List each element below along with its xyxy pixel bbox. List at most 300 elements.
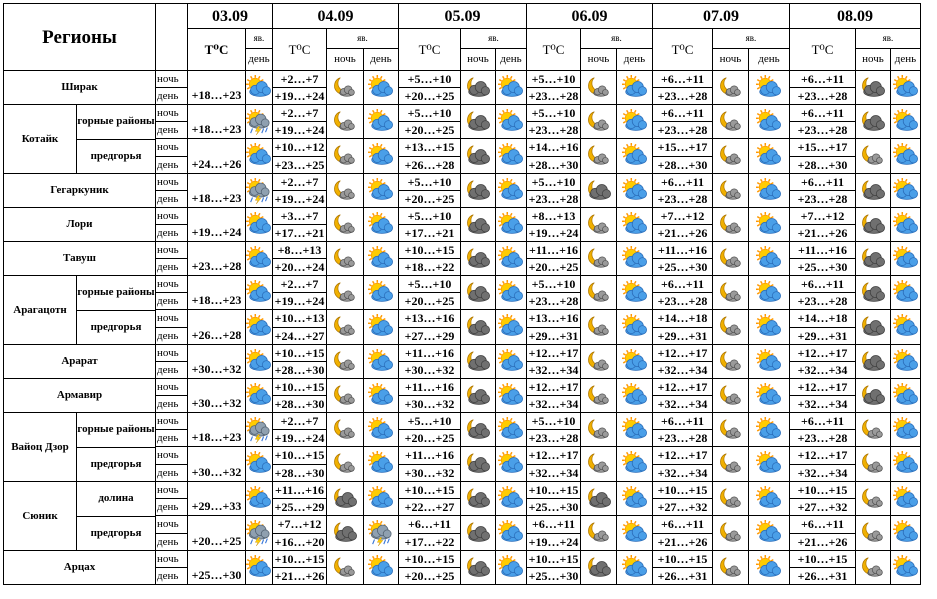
moon-dark-cloud-icon bbox=[461, 139, 496, 174]
night-subheader: ночь bbox=[856, 49, 891, 71]
sun-behind-cloud-icon bbox=[364, 139, 399, 174]
sun-behind-cloud-icon bbox=[891, 516, 921, 551]
moon-cloud-icon bbox=[713, 71, 749, 105]
sun-behind-cloud-icon bbox=[749, 413, 790, 447]
temperature-range: +23…+28 bbox=[653, 191, 713, 208]
moon-cloud-icon bbox=[327, 379, 364, 413]
sun-behind-cloud-icon bbox=[246, 276, 273, 310]
night-label: ночь bbox=[156, 482, 188, 499]
moon-cloud-icon bbox=[713, 276, 749, 310]
temperature-range: +6…+11 bbox=[653, 105, 713, 122]
table-header bbox=[4, 4, 921, 71]
sun-behind-cloud-icon bbox=[496, 174, 527, 208]
temperature-range: +12…+17 bbox=[527, 447, 581, 465]
sun-behind-cloud-icon bbox=[496, 516, 527, 551]
sun-behind-cloud-icon bbox=[891, 139, 921, 174]
temperature-range: +27…+32 bbox=[790, 499, 856, 516]
night-label: ночь bbox=[156, 447, 188, 465]
temperature-range: +13…+15 bbox=[399, 139, 461, 157]
sun-behind-cloud-icon bbox=[246, 139, 273, 174]
sun-behind-cloud-icon bbox=[246, 208, 273, 242]
temperature-range: +29…+31 bbox=[527, 328, 581, 345]
sun-behind-cloud-icon bbox=[496, 345, 527, 379]
temperature-range: +6…+11 bbox=[790, 516, 856, 534]
temperature-range: +20…+25 bbox=[527, 259, 581, 276]
temperature-range: +2…+7 bbox=[273, 71, 327, 88]
sun-behind-cloud-icon bbox=[496, 310, 527, 345]
date-header: 03.09 bbox=[188, 4, 273, 29]
sun-behind-cloud-icon bbox=[749, 71, 790, 105]
temperature-range: +21…+26 bbox=[790, 534, 856, 551]
table-row bbox=[4, 482, 921, 499]
temperature-range: +12…+17 bbox=[653, 345, 713, 362]
moon-cloud-icon bbox=[581, 379, 617, 413]
sun-behind-cloud-icon bbox=[891, 242, 921, 276]
temperature-range: +23…+28 bbox=[790, 293, 856, 310]
sun-behind-cloud-icon bbox=[496, 551, 527, 585]
night-label: ночь bbox=[156, 174, 188, 191]
temperature-range: +23…+28 bbox=[653, 293, 713, 310]
region-name: Котайк bbox=[4, 105, 77, 173]
moon-cloud-icon bbox=[327, 413, 364, 447]
phenomena-header: яв. bbox=[327, 29, 399, 49]
temperature-range: +11…+16 bbox=[653, 242, 713, 259]
temperature-range: +5…+10 bbox=[399, 208, 461, 225]
moon-cloud-icon bbox=[327, 174, 364, 208]
temperature-range: +2…+7 bbox=[273, 276, 327, 293]
moon-dark-cloud-icon bbox=[461, 105, 496, 139]
region-name: Гегаркуник bbox=[4, 174, 156, 208]
temperature-range: +10…+15 bbox=[527, 551, 581, 568]
table-row bbox=[4, 242, 921, 259]
temperature-range: +5…+10 bbox=[399, 276, 461, 293]
sun-behind-cloud-icon bbox=[749, 276, 790, 310]
temperature-range: +18…+23 bbox=[188, 174, 246, 208]
temp-header: T⁰C bbox=[188, 29, 246, 71]
sun-behind-cloud-icon bbox=[496, 105, 527, 139]
sun-behind-cloud-icon bbox=[617, 105, 653, 139]
sun-behind-cloud-icon bbox=[617, 551, 653, 585]
table-body bbox=[4, 71, 921, 585]
temperature-range: +25…+29 bbox=[273, 499, 327, 516]
temperature-range: +22…+27 bbox=[399, 499, 461, 516]
night-label: ночь bbox=[156, 139, 188, 157]
temperature-range: +30…+32 bbox=[188, 447, 246, 482]
temperature-range: +21…+26 bbox=[790, 225, 856, 242]
moon-cloud-icon bbox=[581, 276, 617, 310]
moon-cloud-icon bbox=[581, 105, 617, 139]
sun-behind-cloud-icon bbox=[749, 174, 790, 208]
temperature-range: +2…+7 bbox=[273, 413, 327, 430]
night-label: ночь bbox=[156, 276, 188, 293]
temperature-range: +25…+30 bbox=[188, 551, 246, 585]
temperature-range: +10…+15 bbox=[273, 345, 327, 362]
moon-cloud-icon bbox=[327, 208, 364, 242]
sun-behind-cloud-icon bbox=[891, 105, 921, 139]
region-name bbox=[4, 105, 156, 174]
temperature-range: +15…+17 bbox=[790, 139, 856, 157]
temperature-range: +6…+11 bbox=[653, 516, 713, 534]
temperature-range: +10…+15 bbox=[790, 482, 856, 499]
sun-behind-cloud-icon bbox=[891, 310, 921, 345]
sun-behind-cloud-icon bbox=[749, 447, 790, 482]
day-label: день bbox=[156, 225, 188, 242]
temperature-range: +18…+22 bbox=[399, 259, 461, 276]
temperature-range: +29…+31 bbox=[653, 328, 713, 345]
temperature-range: +7…+12 bbox=[790, 208, 856, 225]
moon-cloud-icon bbox=[327, 71, 364, 105]
temperature-range: +12…+17 bbox=[790, 447, 856, 465]
temperature-range: +10…+15 bbox=[527, 482, 581, 499]
moon-cloud-icon bbox=[713, 413, 749, 447]
sun-behind-cloud-icon bbox=[749, 551, 790, 585]
moon-dark-cloud-icon bbox=[461, 71, 496, 105]
day-subheader: день bbox=[364, 49, 399, 71]
moon-cloud-icon bbox=[713, 447, 749, 482]
table-row bbox=[4, 208, 921, 225]
temperature-range: +23…+28 bbox=[527, 191, 581, 208]
day-label: день bbox=[156, 88, 188, 105]
temperature-range: +13…+16 bbox=[399, 310, 461, 328]
temperature-range: +5…+10 bbox=[399, 174, 461, 191]
day-label: день bbox=[156, 362, 188, 379]
night-subheader: ночь bbox=[461, 49, 496, 71]
day-label: день bbox=[156, 568, 188, 585]
sun-behind-cloud-icon bbox=[617, 310, 653, 345]
moon-cloud-icon bbox=[856, 551, 891, 585]
temperature-range: +2…+7 bbox=[273, 105, 327, 122]
temperature-range: +11…+16 bbox=[399, 447, 461, 465]
temperature-range: +10…+15 bbox=[790, 551, 856, 568]
subregion-name: долина bbox=[98, 492, 134, 505]
temp-header: T⁰C bbox=[653, 29, 713, 71]
moon-cloud-icon bbox=[581, 345, 617, 379]
temperature-range: +25…+30 bbox=[790, 259, 856, 276]
sun-behind-cloud-icon bbox=[617, 413, 653, 447]
phenomena-header: яв. bbox=[461, 29, 527, 49]
temperature-range: +14…+18 bbox=[653, 310, 713, 328]
moon-cloud-icon bbox=[713, 551, 749, 585]
subregion-name: горные районы bbox=[77, 115, 155, 128]
temperature-range: +17…+21 bbox=[399, 225, 461, 242]
sun-behind-cloud-icon bbox=[891, 71, 921, 105]
date-header: 08.09 bbox=[790, 4, 921, 29]
moon-dark-cloud-icon bbox=[856, 345, 891, 379]
temperature-range: +23…+28 bbox=[527, 293, 581, 310]
moon-cloud-icon bbox=[856, 413, 891, 447]
moon-cloud-icon bbox=[581, 139, 617, 174]
day-label: день bbox=[156, 328, 188, 345]
sun-behind-cloud-icon bbox=[617, 516, 653, 551]
temperature-range: +12…+17 bbox=[653, 379, 713, 396]
sun-behind-cloud-icon bbox=[749, 310, 790, 345]
temperature-range: +32…+34 bbox=[527, 362, 581, 379]
temp-header: T⁰C bbox=[399, 29, 461, 71]
weather-forecast-table bbox=[3, 3, 921, 585]
subregion-name: горные районы bbox=[77, 423, 155, 436]
moon-cloud-icon bbox=[713, 482, 749, 516]
temperature-range: +10…+15 bbox=[399, 242, 461, 259]
moon-cloud-icon bbox=[581, 208, 617, 242]
moon-cloud-icon bbox=[581, 447, 617, 482]
moon-dark-cloud-icon bbox=[461, 413, 496, 447]
day-label: день bbox=[156, 396, 188, 413]
sun-behind-cloud-icon bbox=[364, 242, 399, 276]
moon-cloud-icon bbox=[581, 516, 617, 551]
sun-behind-cloud-icon bbox=[617, 447, 653, 482]
moon-cloud-icon bbox=[713, 105, 749, 139]
temp-header: T⁰C bbox=[527, 29, 581, 71]
temperature-range: +12…+17 bbox=[527, 345, 581, 362]
temperature-range: +10…+12 bbox=[273, 139, 327, 157]
temperature-range: +7…+12 bbox=[653, 208, 713, 225]
temp-header: T⁰C bbox=[273, 29, 327, 71]
temperature-range: +8…+13 bbox=[527, 208, 581, 225]
temperature-range: +32…+34 bbox=[790, 396, 856, 413]
sun-behind-cloud-icon bbox=[891, 345, 921, 379]
sun-behind-cloud-icon bbox=[617, 139, 653, 174]
sun-behind-cloud-icon bbox=[246, 482, 273, 516]
moon-cloud-icon bbox=[581, 310, 617, 345]
temperature-range: +25…+30 bbox=[527, 568, 581, 585]
temperature-range: +29…+31 bbox=[790, 328, 856, 345]
sun-thunderstorm-rain-icon bbox=[246, 413, 273, 447]
sun-behind-cloud-icon bbox=[891, 174, 921, 208]
sun-behind-cloud-icon bbox=[364, 379, 399, 413]
night-subheader: ночь bbox=[581, 49, 617, 71]
sun-behind-cloud-icon bbox=[891, 447, 921, 482]
temperature-range: +10…+15 bbox=[399, 551, 461, 568]
temperature-range: +21…+26 bbox=[653, 534, 713, 551]
moon-cloud-icon bbox=[713, 208, 749, 242]
temperature-range: +28…+30 bbox=[790, 157, 856, 174]
temperature-range: +6…+11 bbox=[790, 71, 856, 88]
temperature-range: +17…+21 bbox=[273, 225, 327, 242]
moon-cloud-icon bbox=[327, 105, 364, 139]
region-name: Тавуш bbox=[4, 242, 156, 276]
moon-cloud-icon bbox=[581, 71, 617, 105]
temperature-range: +5…+10 bbox=[527, 71, 581, 88]
moon-cloud-icon bbox=[856, 516, 891, 551]
temperature-range: +23…+28 bbox=[653, 88, 713, 105]
sun-thunderstorm-rain-icon bbox=[364, 516, 399, 551]
temperature-range: +32…+34 bbox=[790, 465, 856, 482]
moon-dark-cloud-icon bbox=[856, 242, 891, 276]
moon-dark-cloud-icon bbox=[461, 379, 496, 413]
temperature-range: +23…+28 bbox=[790, 88, 856, 105]
moon-dark-cloud-icon bbox=[327, 482, 364, 516]
night-label: ночь bbox=[156, 71, 188, 88]
region-name: Лори bbox=[4, 208, 156, 242]
moon-dark-cloud-icon bbox=[581, 551, 617, 585]
temperature-range: +10…+15 bbox=[273, 551, 327, 568]
region-name: Арагацотн bbox=[4, 276, 77, 344]
moon-cloud-icon bbox=[327, 139, 364, 174]
temperature-range: +20…+25 bbox=[399, 122, 461, 139]
temperature-range: +19…+24 bbox=[273, 191, 327, 208]
sun-behind-cloud-icon bbox=[617, 242, 653, 276]
day-label: день bbox=[156, 157, 188, 174]
temperature-range: +28…+30 bbox=[273, 465, 327, 482]
temperature-range: +18…+23 bbox=[188, 71, 246, 105]
sun-behind-cloud-icon bbox=[496, 139, 527, 174]
temperature-range: +21…+26 bbox=[273, 568, 327, 585]
sun-behind-cloud-icon bbox=[617, 379, 653, 413]
sun-behind-cloud-icon bbox=[364, 310, 399, 345]
sun-behind-cloud-icon bbox=[246, 71, 273, 105]
moon-dark-cloud-icon bbox=[856, 71, 891, 105]
temperature-range: +25…+30 bbox=[527, 499, 581, 516]
temperature-range: +5…+10 bbox=[399, 71, 461, 88]
temperature-range: +24…+26 bbox=[188, 139, 246, 174]
moon-dark-cloud-icon bbox=[856, 174, 891, 208]
night-label: ночь bbox=[156, 310, 188, 328]
moon-cloud-icon bbox=[856, 482, 891, 516]
temperature-range: +32…+34 bbox=[790, 362, 856, 379]
temperature-range: +19…+24 bbox=[527, 534, 581, 551]
temperature-range: +10…+13 bbox=[273, 310, 327, 328]
table-row bbox=[4, 174, 921, 191]
sun-behind-cloud-icon bbox=[749, 516, 790, 551]
temperature-range: +12…+17 bbox=[790, 345, 856, 362]
temperature-range: +23…+28 bbox=[527, 88, 581, 105]
day-subheader: день bbox=[496, 49, 527, 71]
temperature-range: +20…+25 bbox=[399, 191, 461, 208]
temperature-range: +32…+34 bbox=[527, 465, 581, 482]
sun-behind-cloud-icon bbox=[617, 71, 653, 105]
temperature-range: +20…+24 bbox=[273, 259, 327, 276]
temperature-range: +28…+30 bbox=[273, 396, 327, 413]
sun-behind-cloud-icon bbox=[246, 447, 273, 482]
moon-cloud-icon bbox=[713, 310, 749, 345]
day-label: день bbox=[156, 191, 188, 208]
day-label: день bbox=[156, 534, 188, 551]
temperature-range: +23…+28 bbox=[188, 242, 246, 276]
temperature-range: +30…+32 bbox=[188, 379, 246, 413]
temperature-range: +32…+34 bbox=[653, 465, 713, 482]
temperature-range: +26…+28 bbox=[399, 157, 461, 174]
region-name bbox=[4, 482, 156, 551]
temperature-range: +12…+17 bbox=[790, 379, 856, 396]
temperature-range: +17…+22 bbox=[399, 534, 461, 551]
temperature-range: +16…+20 bbox=[273, 534, 327, 551]
day-label: день bbox=[156, 430, 188, 447]
temp-header: T⁰C bbox=[790, 29, 856, 71]
region-name: Сюник bbox=[4, 482, 77, 550]
temperature-range: +6…+11 bbox=[790, 413, 856, 430]
temperature-range: +5…+10 bbox=[527, 174, 581, 191]
night-subheader: ночь bbox=[713, 49, 749, 71]
moon-cloud-icon bbox=[713, 345, 749, 379]
moon-cloud-icon bbox=[327, 551, 364, 585]
night-label: ночь bbox=[156, 208, 188, 225]
sun-behind-cloud-icon bbox=[246, 242, 273, 276]
date-header: 06.09 bbox=[527, 4, 653, 29]
day-label: день bbox=[156, 293, 188, 310]
date-header: 05.09 bbox=[399, 4, 527, 29]
subregion-name: предгорья bbox=[77, 139, 156, 173]
temperature-range: +29…+33 bbox=[188, 482, 246, 516]
table-row bbox=[4, 551, 921, 568]
moon-dark-cloud-icon bbox=[856, 310, 891, 345]
phenomena-header: яв. bbox=[713, 29, 790, 49]
temperature-range: +6…+11 bbox=[399, 516, 461, 534]
night-label: ночь bbox=[156, 105, 188, 122]
sun-behind-cloud-icon bbox=[617, 208, 653, 242]
table-row bbox=[4, 345, 921, 362]
sun-behind-cloud-icon bbox=[891, 379, 921, 413]
period-header bbox=[156, 4, 188, 71]
sun-behind-cloud-icon bbox=[364, 482, 399, 516]
temperature-range: +6…+11 bbox=[653, 413, 713, 430]
sun-behind-cloud-icon bbox=[749, 139, 790, 174]
subregion-name: предгорья bbox=[77, 310, 156, 344]
night-label: ночь bbox=[156, 551, 188, 568]
temperature-range: +20…+25 bbox=[399, 293, 461, 310]
night-label: ночь bbox=[156, 516, 188, 534]
sun-behind-cloud-icon bbox=[891, 208, 921, 242]
temperature-range: +6…+11 bbox=[790, 276, 856, 293]
temperature-range: +32…+34 bbox=[653, 396, 713, 413]
temperature-range: +23…+28 bbox=[653, 430, 713, 447]
region-name bbox=[4, 276, 156, 345]
moon-cloud-icon bbox=[327, 447, 364, 482]
temperature-range: +10…+15 bbox=[653, 551, 713, 568]
sun-behind-cloud-icon bbox=[749, 345, 790, 379]
temperature-range: +30…+32 bbox=[399, 396, 461, 413]
sun-behind-cloud-icon bbox=[364, 447, 399, 482]
moon-cloud-icon bbox=[327, 242, 364, 276]
sun-behind-cloud-icon bbox=[496, 71, 527, 105]
temperature-range: +23…+25 bbox=[273, 157, 327, 174]
temperature-range: +5…+10 bbox=[527, 276, 581, 293]
temperature-range: +32…+34 bbox=[653, 362, 713, 379]
sun-behind-cloud-icon bbox=[364, 208, 399, 242]
sun-thunderstorm-rain-icon bbox=[246, 105, 273, 139]
table-row bbox=[4, 71, 921, 88]
moon-dark-cloud-icon bbox=[461, 516, 496, 551]
sun-behind-cloud-icon bbox=[364, 551, 399, 585]
night-label: ночь bbox=[156, 242, 188, 259]
temperature-range: +14…+16 bbox=[527, 139, 581, 157]
temperature-range: +7…+12 bbox=[273, 516, 327, 534]
temperature-range: +8…+13 bbox=[273, 242, 327, 259]
night-label: ночь bbox=[156, 413, 188, 430]
region-name: Армавир bbox=[4, 379, 156, 413]
day-label: день bbox=[156, 465, 188, 482]
sun-behind-cloud-icon bbox=[749, 242, 790, 276]
table-row bbox=[4, 413, 921, 430]
temperature-range: +19…+24 bbox=[273, 88, 327, 105]
temperature-range: +23…+28 bbox=[790, 191, 856, 208]
sun-behind-cloud-icon bbox=[364, 174, 399, 208]
table-row bbox=[4, 105, 921, 122]
temperature-range: +10…+15 bbox=[273, 379, 327, 396]
temperature-range: +19…+24 bbox=[273, 122, 327, 139]
sun-behind-cloud-icon bbox=[617, 276, 653, 310]
moon-dark-cloud-icon bbox=[461, 482, 496, 516]
day-subheader: день bbox=[617, 49, 653, 71]
sun-behind-cloud-icon bbox=[496, 482, 527, 516]
moon-dark-cloud-icon bbox=[581, 482, 617, 516]
subregion-name: предгорья bbox=[77, 516, 156, 550]
moon-cloud-icon bbox=[713, 242, 749, 276]
sun-behind-cloud-icon bbox=[891, 276, 921, 310]
sun-behind-cloud-icon bbox=[364, 345, 399, 379]
temperature-range: +10…+15 bbox=[399, 482, 461, 499]
moon-cloud-icon bbox=[856, 447, 891, 482]
temperature-range: +24…+27 bbox=[273, 328, 327, 345]
